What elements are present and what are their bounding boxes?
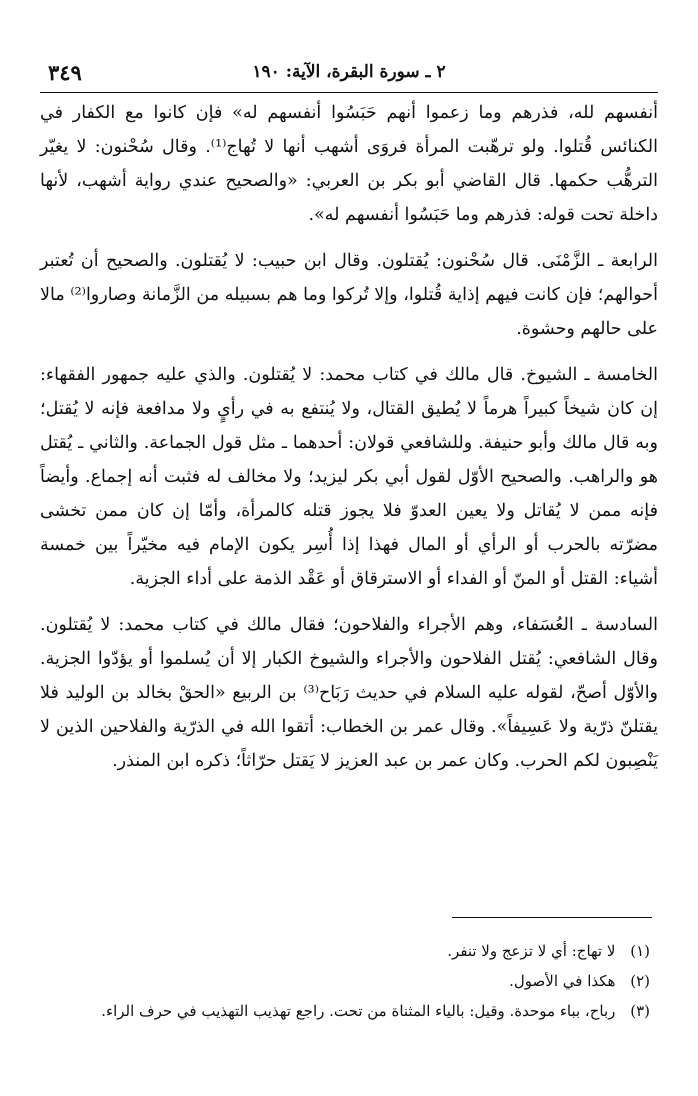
footnotes [40,936,650,1026]
paragraph: السادسة ـ العُسَفاء، وهم الأجراء والفلاحون؛ فقال مالك في كتاب محمد: لا يُقتلون. وقال الشافعي: يُقتل الفلاحون والأجراء والشيوخ الكبار إلا أن يُسلموا أو يؤدّوا الجزية. والأوّل أصحّ، لقوله عليه السلام في حديث رَبَاح⁽³⁾ بن الربيع «الحقْ بخالد بن الوليد فلا يقتلنّ ذرّية ولا عَسِيفاً». وقال عمر بن الخطاب: أتقوا الله في الذرّية والفلاحين الذين لا يَنْصِبون لكم الحرب. وكان عمر بن عبد العزيز لا يَقتل حرّاثاً؛ ذكره ابن المنذر. [40,615,659,771]
page-number: ٣٤٩ [48,60,82,85]
footnote-text: رباح، بباء موحدة. وقيل: بالياء المثناة من تحت. راجع تهذيب التهذيب في حرف الراء. [101,1002,616,1020]
footnote [40,936,650,966]
footnote-number: (٢) [630,972,650,990]
running-head: ٢ ـ سورة البقرة، الآية: ١٩٠ [252,62,446,82]
footnote [40,996,650,1026]
footnote-text: هكذا في الأصول. [509,972,616,990]
footnote-number: (١) [630,942,650,960]
paragraph: الرابعة ـ الزَّمْنَى. قال سُحْنون: يُقتلون. وقال ابن حبيب: لا يُقتلون. والصحيح أن تُعتبر أحوالهم؛ فإن كانت فيهم إذاية قُتلوا، وإلا تُركوا وما هم بسبيله من الزَّمانة وصاروا⁽²⁾ مالا على حالهم وحشوة. [40,251,658,339]
page-header [40,58,658,93]
footnote-divider [452,917,652,918]
paragraph: الخامسة ـ الشيوخ. قال مالك في كتاب محمد: لا يُقتلون. والذي عليه جمهور الفقهاء: إن كان شيخاً كبيراً هرماً لا يُطيق القتال، ولا يُنتفع به في رأيٍ ولا مدافعة فإنه لا يُقتل؛ وبه قال مالك وأبو حنيفة. وللشافعي قولان: أحدهما ـ مثل قول الجماعة. والثاني ـ يُقتل هو والراهب. والصحيح الأوّل لقول أبي بكر ليزيد؛ ولا مخالف له فثبت أنه إجماع. وأيضاً فإنه ممن لا يُقاتل ولا يعين العدوّ فلا يجوز قتله كالمرأة، وأمّا إن كان ممن تخشى مضرّته بالحرب أو الرأي أو المال فهذا إذا أُسِر يكون الإمام فيه مخيّراً بين خمسة أشياء: القتل أو المنّ أو الفداء أو الاسترقاق أو عَقْد الذمة على أداء الجزية. [40,365,658,589]
paragraph: أنفسهم لله، فذرهم وما زعموا أنهم حَبَسُوا أنفسهم له» فإن كانوا مع الكفار في الكنائس قُتلوا. ولو ترهّبت المرأة فروَى أشهب أنها لا تُهاج⁽¹⁾. وقال سُحْنون: لا يغيّر الترهُّب حكمها. قال القاضي أبو بكر بن العربي: «والصحيح عندي رواية أشهب، لأنها داخلة تحت قوله: فذرهم وما حَبَسُوا أنفسهم له». [40,103,659,225]
footnote [40,966,650,996]
footnote-number: (٣) [630,1002,650,1020]
footnote-text: لا تهاج: أي لا تزعج ولا تنفر. [447,942,616,960]
body-text [40,96,658,790]
